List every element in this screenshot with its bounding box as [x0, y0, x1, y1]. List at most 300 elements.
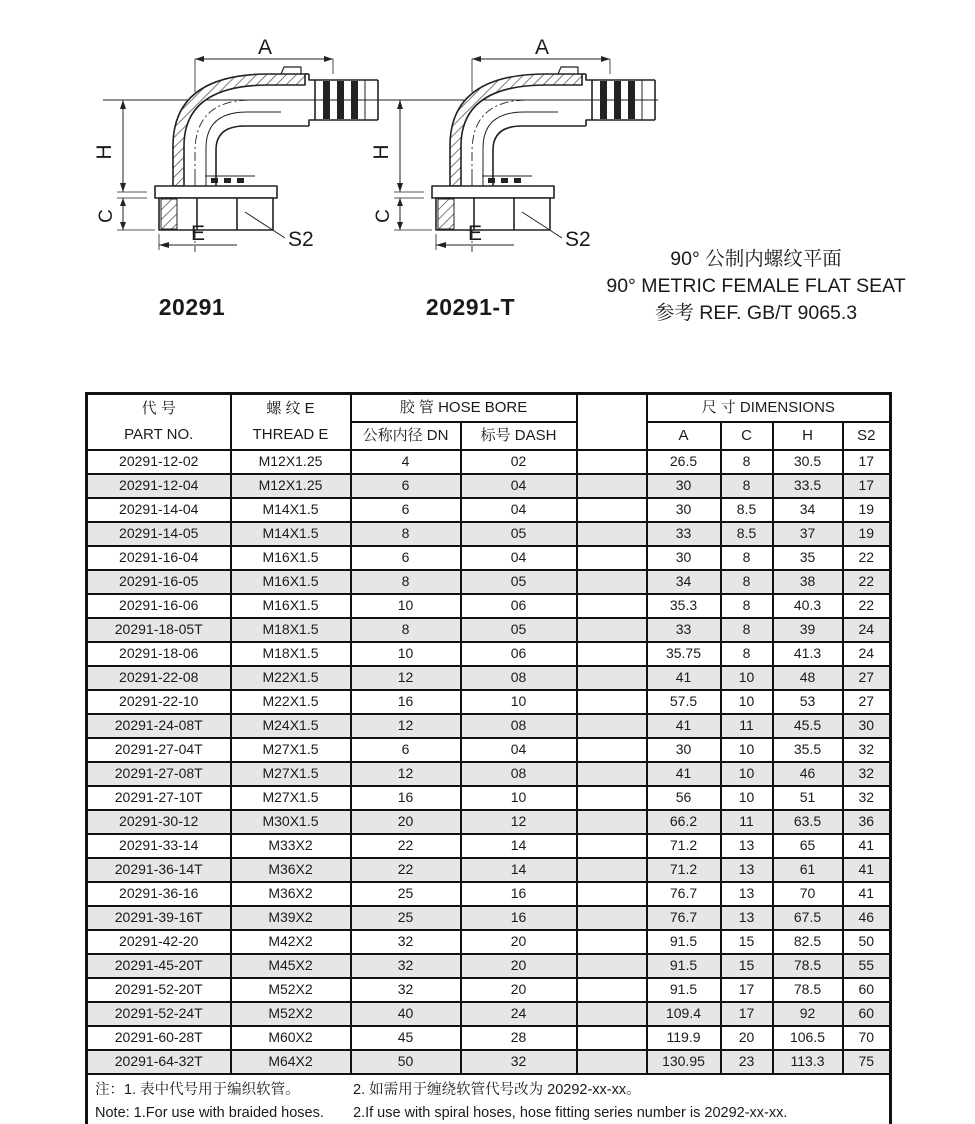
header-dim-a: A: [647, 422, 721, 450]
table-cell: 8: [721, 570, 773, 594]
table-cell: 16: [351, 786, 461, 810]
table-cell: 20291-12-04: [87, 474, 231, 498]
table-cell: 71.2: [647, 858, 721, 882]
table-row: [87, 570, 891, 594]
table-cell: 8: [351, 522, 461, 546]
table-cell: 12: [351, 762, 461, 786]
table-row: [87, 522, 891, 546]
table-cell: 25: [351, 882, 461, 906]
table-cell: M12X1.25: [231, 450, 351, 474]
table-cell: M27X1.5: [231, 762, 351, 786]
table-cell: [577, 570, 647, 594]
table-cell: 130.95: [647, 1050, 721, 1074]
table-cell: 35.3: [647, 594, 721, 618]
table-cell: 08: [461, 762, 577, 786]
table-cell: 70: [773, 882, 843, 906]
table-cell: 10: [721, 762, 773, 786]
table-row: [87, 594, 891, 618]
table-cell: 20291-42-20: [87, 930, 231, 954]
table-cell: 55: [843, 954, 891, 978]
table-cell: M22X1.5: [231, 666, 351, 690]
table-cell: M12X1.25: [231, 474, 351, 498]
table-cell: 8: [351, 570, 461, 594]
table-cell: 22: [843, 594, 891, 618]
table-cell: [577, 930, 647, 954]
table-cell: M16X1.5: [231, 546, 351, 570]
table-cell: 34: [773, 498, 843, 522]
table-cell: 76.7: [647, 882, 721, 906]
table-cell: 34: [647, 570, 721, 594]
table-cell: 20291-45-20T: [87, 954, 231, 978]
table-cell: 14: [461, 858, 577, 882]
table-cell: [577, 786, 647, 810]
table-cell: M60X2: [231, 1026, 351, 1050]
table-cell: 71.2: [647, 834, 721, 858]
table-cell: 66.2: [647, 810, 721, 834]
table-cell: 48: [773, 666, 843, 690]
table-cell: M27X1.5: [231, 786, 351, 810]
table-row: [87, 786, 891, 810]
table-cell: 10: [461, 786, 577, 810]
table-cell: [577, 522, 647, 546]
title-line-cn: 90° 公制内螺纹平面: [670, 248, 842, 270]
table-cell: 20291-14-04: [87, 498, 231, 522]
table-cell: 8: [721, 450, 773, 474]
table-cell: 17: [843, 474, 891, 498]
table-cell: [577, 762, 647, 786]
table-body: [87, 450, 891, 1074]
table-cell: 11: [721, 810, 773, 834]
table-cell: 8: [721, 642, 773, 666]
table-row: [87, 690, 891, 714]
table-row: [87, 666, 891, 690]
table-cell: 45: [351, 1026, 461, 1050]
table-cell: 20291-16-06: [87, 594, 231, 618]
table-cell: M14X1.5: [231, 498, 351, 522]
table-cell: 05: [461, 618, 577, 642]
table-cell: 20291-27-04T: [87, 738, 231, 762]
table-cell: 33: [647, 618, 721, 642]
table-cell: 61: [773, 858, 843, 882]
table-row: [87, 978, 891, 1002]
table-cell: M52X2: [231, 1002, 351, 1026]
table-cell: 46: [773, 762, 843, 786]
table-row: [87, 954, 891, 978]
table-cell: 32: [843, 762, 891, 786]
table-cell: 23: [721, 1050, 773, 1074]
header-dn: 公称内径 DN: [351, 422, 461, 450]
table-cell: 65: [773, 834, 843, 858]
table-cell: 16: [461, 906, 577, 930]
table-cell: 60: [843, 1002, 891, 1026]
table-cell: 15: [721, 954, 773, 978]
table-cell: 45.5: [773, 714, 843, 738]
table-cell: 32: [351, 954, 461, 978]
table-cell: 6: [351, 474, 461, 498]
table-cell: 41: [843, 858, 891, 882]
table-cell: 12: [351, 666, 461, 690]
table-cell: 70: [843, 1026, 891, 1050]
table-cell: 20291-18-06: [87, 642, 231, 666]
table-row: [87, 450, 891, 474]
table-cell: 6: [351, 738, 461, 762]
table-cell: 27: [843, 690, 891, 714]
table-cell: 75: [843, 1050, 891, 1074]
title-line-ref: 参考 REF. GB/T 9065.3: [654, 302, 858, 324]
table-cell: 20291-64-32T: [87, 1050, 231, 1074]
table-cell: 04: [461, 738, 577, 762]
table-cell: 32: [461, 1050, 577, 1074]
table-cell: 26.5: [647, 450, 721, 474]
table-cell: 32: [351, 930, 461, 954]
table-cell: 8: [721, 546, 773, 570]
table-cell: M18X1.5: [231, 618, 351, 642]
table-cell: M22X1.5: [231, 690, 351, 714]
table-cell: 30.5: [773, 450, 843, 474]
table-cell: [577, 882, 647, 906]
table-cell: 20291-30-12: [87, 810, 231, 834]
header-hose-bore-group: 胶 管 HOSE BORE: [351, 394, 577, 423]
table-cell: 10: [721, 786, 773, 810]
title-line-en: 90° METRIC FEMALE FLAT SEAT: [606, 275, 906, 297]
table-cell: 30: [647, 546, 721, 570]
table-cell: 13: [721, 858, 773, 882]
table-cell: [577, 810, 647, 834]
table-cell: 20291-24-08T: [87, 714, 231, 738]
header-part-no: [87, 394, 231, 451]
table-row: [87, 714, 891, 738]
table-cell: M24X1.5: [231, 714, 351, 738]
header-dim-s2: S2: [843, 422, 891, 450]
table-cell: 8: [721, 474, 773, 498]
dim-label-e: E: [467, 222, 483, 245]
table-cell: 51: [773, 786, 843, 810]
table-cell: 35.5: [773, 738, 843, 762]
header-dim-h: H: [773, 422, 843, 450]
table-cell: 13: [721, 834, 773, 858]
table-cell: 8: [721, 618, 773, 642]
table-cell: 32: [843, 738, 891, 762]
header-thread-en: THREAD E: [252, 426, 329, 443]
header-dimensions-group: 尺 寸 DIMENSIONS: [647, 394, 891, 423]
dim-label-c: C: [373, 209, 394, 223]
table-cell: 8.5: [721, 498, 773, 522]
note-cn-2: 2. 如需用于缠绕软管代号改为 20292-xx-xx。: [353, 1081, 641, 1098]
table-cell: 32: [351, 978, 461, 1002]
table-cell: 20: [721, 1026, 773, 1050]
table-cell: 22: [351, 834, 461, 858]
table-cell: M52X2: [231, 978, 351, 1002]
table-cell: M16X1.5: [231, 570, 351, 594]
table-cell: 78.5: [773, 978, 843, 1002]
table-cell: 20291-22-08: [87, 666, 231, 690]
table-cell: 27: [843, 666, 891, 690]
dim-label-e: E: [190, 222, 206, 245]
table-cell: 113.3: [773, 1050, 843, 1074]
table-cell: 10: [351, 594, 461, 618]
table-cell: 24: [843, 642, 891, 666]
table-cell: 10: [351, 642, 461, 666]
table-cell: 78.5: [773, 954, 843, 978]
table-cell: [577, 498, 647, 522]
table-cell: M14X1.5: [231, 522, 351, 546]
table-row: [87, 834, 891, 858]
table-row: [87, 1050, 891, 1074]
table-cell: 20291-16-05: [87, 570, 231, 594]
table-cell: 50: [351, 1050, 461, 1074]
table-cell: 20291-16-04: [87, 546, 231, 570]
header-thread-cn: 螺 纹 E: [266, 400, 315, 417]
dim-label-s2: S2: [565, 228, 591, 251]
table-cell: 16: [351, 690, 461, 714]
table-cell: 41: [647, 666, 721, 690]
table-cell: 33: [647, 522, 721, 546]
table-cell: 82.5: [773, 930, 843, 954]
table-cell: 20291-36-14T: [87, 858, 231, 882]
table-cell: 53: [773, 690, 843, 714]
table-cell: [577, 714, 647, 738]
dim-label-a: A: [257, 36, 273, 59]
table-row: [87, 906, 891, 930]
table-cell: 19: [843, 522, 891, 546]
table-cell: 30: [843, 714, 891, 738]
table-cell: 41.3: [773, 642, 843, 666]
fitting-drawing-20291-t: [362, 28, 662, 263]
dim-label-a: A: [534, 36, 550, 59]
dim-label-h: H: [370, 144, 393, 160]
table-cell: 46: [843, 906, 891, 930]
table-cell: M18X1.5: [231, 642, 351, 666]
table-cell: 20: [351, 810, 461, 834]
table-row: [87, 546, 891, 570]
table-cell: 30: [647, 474, 721, 498]
table-cell: 13: [721, 882, 773, 906]
table-cell: M33X2: [231, 834, 351, 858]
header-thread: [231, 394, 351, 451]
table-cell: 20291-27-08T: [87, 762, 231, 786]
table-cell: 50: [843, 930, 891, 954]
table-cell: 20291-18-05T: [87, 618, 231, 642]
table-cell: [577, 642, 647, 666]
table-cell: 11: [721, 714, 773, 738]
table-cell: 36: [843, 810, 891, 834]
table-cell: 30: [647, 498, 721, 522]
table-cell: 91.5: [647, 978, 721, 1002]
table-cell: 16: [461, 882, 577, 906]
table-cell: 40: [351, 1002, 461, 1026]
part-number-right: 20291-T: [425, 294, 516, 320]
table-cell: [577, 546, 647, 570]
table-cell: 10: [721, 666, 773, 690]
table-cell: 33.5: [773, 474, 843, 498]
table-cell: 06: [461, 642, 577, 666]
table-cell: 6: [351, 498, 461, 522]
table-cell: 28: [461, 1026, 577, 1050]
table-cell: 20291-39-16T: [87, 906, 231, 930]
header-empty-column: [577, 394, 647, 451]
dim-label-s2: S2: [288, 228, 314, 251]
table-cell: 20291-14-05: [87, 522, 231, 546]
table-cell: M36X2: [231, 858, 351, 882]
table-cell: [577, 906, 647, 930]
table-row: [87, 498, 891, 522]
table-cell: M36X2: [231, 882, 351, 906]
notes-cell: [87, 1074, 891, 1124]
table-cell: 41: [647, 762, 721, 786]
table-cell: 8: [351, 618, 461, 642]
table-cell: 08: [461, 714, 577, 738]
table-cell: 17: [721, 978, 773, 1002]
table-cell: [577, 618, 647, 642]
notes: [95, 1080, 882, 1123]
table-cell: 76.7: [647, 906, 721, 930]
table-cell: 20291-52-24T: [87, 1002, 231, 1026]
table-cell: M64X2: [231, 1050, 351, 1074]
table-cell: 22: [351, 858, 461, 882]
note-cn-1: 注：1. 表中代号用于编织软管。: [95, 1081, 300, 1098]
table-cell: 20291-36-16: [87, 882, 231, 906]
table-cell: 20291-22-10: [87, 690, 231, 714]
table-cell: [577, 858, 647, 882]
table-cell: 04: [461, 498, 577, 522]
table-cell: [577, 978, 647, 1002]
note-en-1: Note: 1.For use with braided hoses.: [95, 1104, 324, 1121]
table-cell: [577, 1050, 647, 1074]
table-cell: 24: [843, 618, 891, 642]
table-cell: 38: [773, 570, 843, 594]
table-cell: M16X1.5: [231, 594, 351, 618]
table-cell: [577, 690, 647, 714]
table-cell: 22: [843, 546, 891, 570]
table-cell: 37: [773, 522, 843, 546]
table-cell: 05: [461, 570, 577, 594]
table-cell: 17: [843, 450, 891, 474]
table-cell: 41: [843, 882, 891, 906]
table-cell: 05: [461, 522, 577, 546]
table-row: [87, 738, 891, 762]
header-part-no-en: PART NO.: [124, 426, 194, 443]
table-cell: 20291-33-14: [87, 834, 231, 858]
table-cell: 15: [721, 930, 773, 954]
table-cell: 106.5: [773, 1026, 843, 1050]
table-cell: 40.3: [773, 594, 843, 618]
table-cell: [577, 594, 647, 618]
table-cell: 32: [843, 786, 891, 810]
table-cell: M45X2: [231, 954, 351, 978]
table-cell: 60: [843, 978, 891, 1002]
title-block: [560, 246, 952, 327]
table-cell: 20291-12-02: [87, 450, 231, 474]
dim-label-c: C: [96, 209, 117, 223]
part-number-left: 20291: [158, 294, 226, 320]
table-cell: 8: [721, 594, 773, 618]
table-cell: 06: [461, 594, 577, 618]
table-cell: 35: [773, 546, 843, 570]
table-cell: 17: [721, 1002, 773, 1026]
table-cell: 12: [351, 714, 461, 738]
table-cell: 8.5: [721, 522, 773, 546]
table-cell: 56: [647, 786, 721, 810]
table-cell: 41: [843, 834, 891, 858]
table-cell: [577, 666, 647, 690]
header-part-no-cn: 代 号: [141, 400, 176, 417]
fitting-drawing-20291: [85, 28, 385, 263]
table-cell: 22: [843, 570, 891, 594]
table-cell: [577, 738, 647, 762]
table-cell: 20291-27-10T: [87, 786, 231, 810]
table-cell: [577, 1026, 647, 1050]
table-cell: [577, 834, 647, 858]
table-cell: [577, 954, 647, 978]
table-cell: 35.75: [647, 642, 721, 666]
table-cell: [577, 1002, 647, 1026]
table-cell: 20291-60-28T: [87, 1026, 231, 1050]
table-row: [87, 762, 891, 786]
table-row: [87, 882, 891, 906]
table-cell: 02: [461, 450, 577, 474]
table-cell: 04: [461, 546, 577, 570]
table-cell: M42X2: [231, 930, 351, 954]
table-row: [87, 1026, 891, 1050]
table-cell: 10: [721, 738, 773, 762]
table-cell: 13: [721, 906, 773, 930]
table-cell: 12: [461, 810, 577, 834]
table-cell: 30: [647, 738, 721, 762]
table-row: [87, 474, 891, 498]
table-cell: 119.9: [647, 1026, 721, 1050]
table-cell: 6: [351, 546, 461, 570]
table-row: [87, 930, 891, 954]
table-cell: 63.5: [773, 810, 843, 834]
table-cell: 14: [461, 834, 577, 858]
table-cell: 57.5: [647, 690, 721, 714]
table-cell: 91.5: [647, 930, 721, 954]
table-cell: 39: [773, 618, 843, 642]
table-cell: 10: [461, 690, 577, 714]
table-cell: M27X1.5: [231, 738, 351, 762]
table-cell: 24: [461, 1002, 577, 1026]
table-row: [87, 858, 891, 882]
table-cell: 10: [721, 690, 773, 714]
header-dash: 标号 DASH: [461, 422, 577, 450]
spec-table: [85, 392, 892, 1124]
table-header: [87, 394, 891, 451]
table-row: [87, 1002, 891, 1026]
table-cell: 25: [351, 906, 461, 930]
table-row: [87, 810, 891, 834]
table-cell: M30X1.5: [231, 810, 351, 834]
table-cell: 41: [647, 714, 721, 738]
table-cell: 4: [351, 450, 461, 474]
table-cell: [577, 474, 647, 498]
note-en-2: 2.If use with spiral hoses, hose fitting series number is 20292-xx-xx.: [353, 1104, 788, 1121]
table-cell: M39X2: [231, 906, 351, 930]
table-cell: 109.4: [647, 1002, 721, 1026]
table-cell: 20: [461, 954, 577, 978]
table-cell: 92: [773, 1002, 843, 1026]
table-cell: 20: [461, 978, 577, 1002]
header-dim-c: C: [721, 422, 773, 450]
table-cell: 19: [843, 498, 891, 522]
table-row: [87, 642, 891, 666]
table-cell: 20: [461, 930, 577, 954]
table-cell: 91.5: [647, 954, 721, 978]
dim-label-h: H: [93, 144, 116, 160]
table-cell: 04: [461, 474, 577, 498]
table-cell: 08: [461, 666, 577, 690]
table-cell: [577, 450, 647, 474]
table-cell: 67.5: [773, 906, 843, 930]
